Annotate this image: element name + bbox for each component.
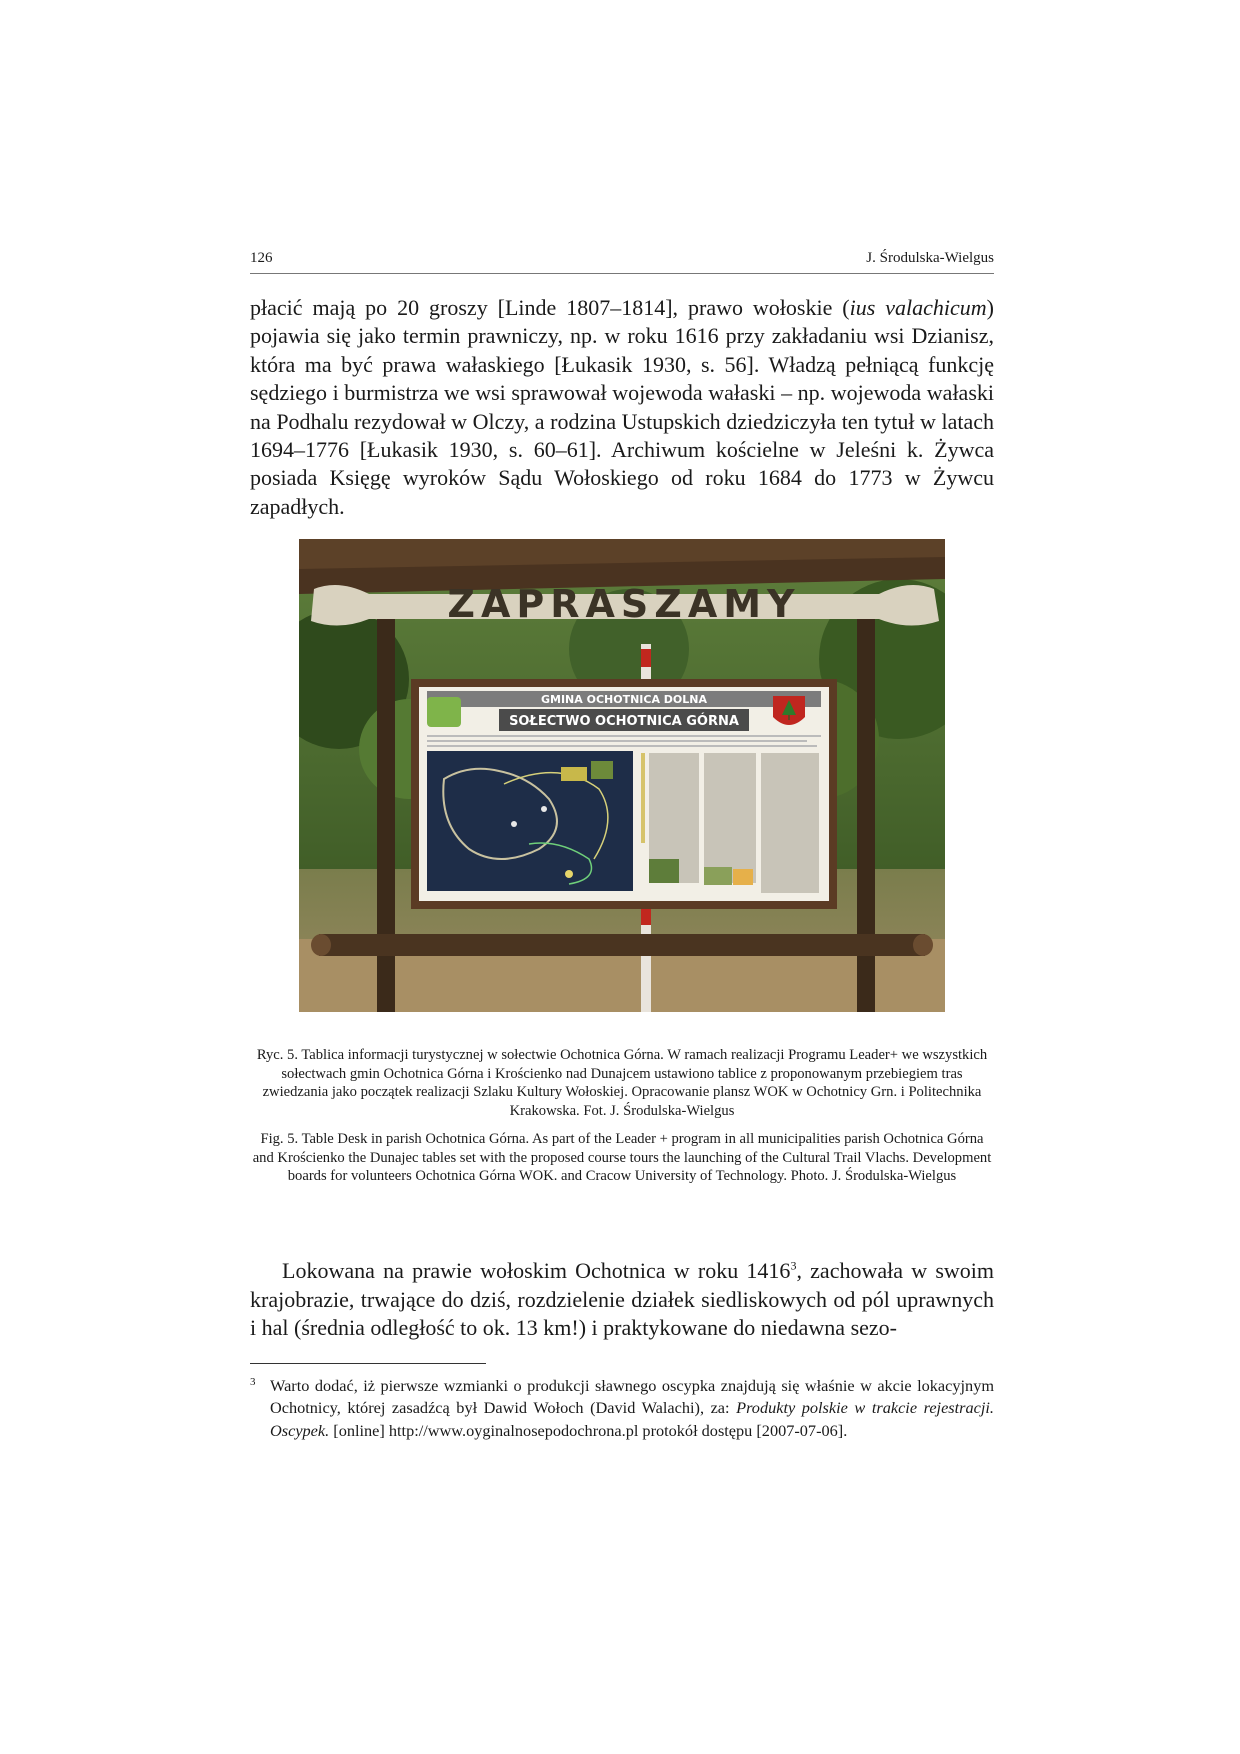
para1-text-b: ) pojawia się jako termin prawniczy, np. w roku 1616 przy zakładaniu wsi Dzianisz, która ma być prawa wałaskiego [Łukasik 1930, s. 56]. Władzą pełniącą funkcję sędziego i burmistrza we wsi sprawował wojewoda wałaski – np. wojewoda wałaski na Podhalu rezydował w Olczy, a rodzina Ustupskich dziedziczyła ten tytuł w latach 1694–1776 [Łukasik 1930, s. 60–61]. Archiwum kościelne w Jeleśni k. Żywca posiada Księgę wyroków Sądu Wołoskiego od roku 1684 do 1773 w Żywcu zapadłych. bbox=[250, 295, 994, 519]
body-paragraph-2 bbox=[250, 1257, 994, 1343]
figure-caption-pl: Ryc. 5. Tablica informacji turystycznej w sołectwie Ochotnica Górna. W ramach realizacji Programu Leader+ we wszystkich sołectwach gmin Ochotnica Górna i Krościenko nad Dunajcem ustawiono tablice z proponowanym przebiegiem tras zwiedzania jako początek realizacji Szlaku Kultury Wołoskiej. Opracowanie plansz WOK w Ochotnicy Grn. i Politechnika Krakowska. Fot. J. Środulska-Wielgus bbox=[256, 1047, 988, 1119]
sign-roof-text: ZAPRASZAMY bbox=[447, 582, 801, 626]
footnote-text-b: [online] http://www.oyginalnosepodochrona.pl protokół dostępu [2007-07-06]. bbox=[329, 1420, 848, 1440]
figure-photo bbox=[299, 539, 945, 1012]
page-number: 126 bbox=[250, 250, 273, 266]
para2-text-b: , zachowała w swoim krajobrazie, trwające do dziś, rozdzielenie działek siedliskowych od pól uprawnych i hal (średnia odległość to ok. 13 km!) i praktykowane do niedawna sezo- bbox=[250, 1258, 994, 1340]
footnote-italic: Produkty polskie w trakcie rejestracji. Oscypek. bbox=[270, 1398, 994, 1440]
footnote bbox=[250, 1375, 994, 1442]
board-title-2: SOŁECTWO OCHOTNICA GÓRNA bbox=[509, 714, 739, 729]
figure-caption-en: Fig. 5. Table Desk in parish Ochotnica Górna. As part of the Leader + program in all municipalities parish Ochotnica Górna and Krościenko the Dunajec tables set with the proposed course tours the launching of the Cultural Trail Vlachs. Development boards for volunteers Ochotnica Górna WOK. and Cracow University of Technology. Photo. J. Środulska-Wielgus bbox=[252, 1131, 992, 1185]
para1-italic: ius valachicum bbox=[849, 295, 987, 320]
board-title-1: GMINA OCHOTNICA DOLNA bbox=[540, 693, 708, 706]
para1-text-a: płacić mają po 20 groszy [Linde 1807–1814], prawo wołoskie ( bbox=[250, 295, 850, 320]
tourist-board-photo bbox=[299, 539, 945, 1012]
footnote-text-a: Warto dodać, iż pierwsze wzmianki o produkcji sławnego oscypka znajdują się właśnie w akcie lokacyjnym Ochotnicy, której zasadźcą był Dawid Wołoch (David Walachi), za: bbox=[270, 1376, 994, 1418]
footnote-number: 3 bbox=[250, 1376, 256, 1388]
running-header bbox=[250, 250, 994, 274]
footnote-text bbox=[270, 1375, 994, 1442]
footnote-ref[interactable]: 3 bbox=[790, 1258, 797, 1273]
running-author: J. Środulska-Wielgus bbox=[866, 250, 994, 266]
para2-text-a: Lokowana na prawie wołoskim Ochotnica w roku 1416 bbox=[282, 1258, 791, 1283]
footnote-divider bbox=[250, 1363, 486, 1364]
body-paragraph-1 bbox=[250, 294, 994, 521]
board-logo-icon bbox=[427, 697, 461, 727]
